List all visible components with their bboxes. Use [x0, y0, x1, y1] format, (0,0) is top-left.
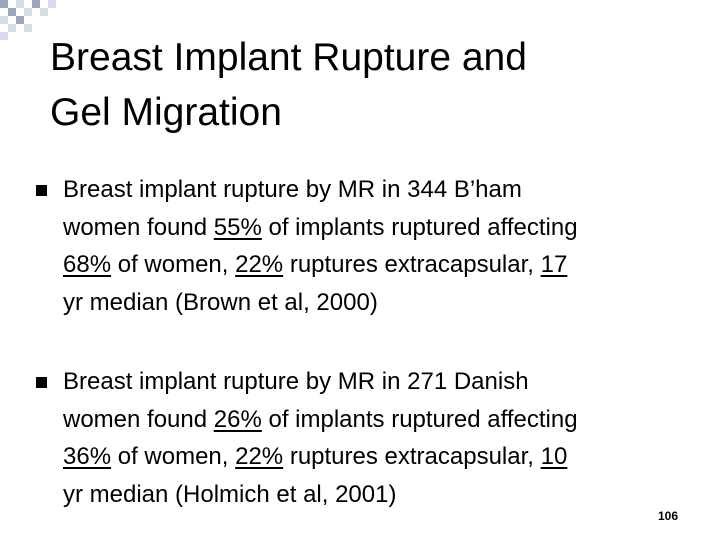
- text-run: of implants ruptured affecting: [261, 213, 578, 241]
- text-run: of implants ruptured affecting: [261, 405, 578, 433]
- underlined-value: 68%: [63, 251, 112, 278]
- decor-square: [24, 24, 32, 32]
- underlined-value: 55%: [213, 213, 262, 241]
- text-run: women found: [63, 405, 214, 433]
- bullet-item: [36, 171, 696, 321]
- decor-square: [8, 8, 16, 16]
- bullet-text-line: [63, 363, 696, 401]
- decor-square: [48, 0, 56, 8]
- text-run: yr median (Holmich et al, 2001): [63, 480, 397, 508]
- bullet-text-line: [63, 246, 696, 284]
- decor-square: [8, 24, 16, 32]
- decor-square: [0, 16, 8, 24]
- page-number: 106: [657, 509, 678, 523]
- text-run: ruptures extracapsular,: [283, 443, 541, 470]
- decor-square: [40, 8, 48, 16]
- bullet-list: [36, 171, 696, 555]
- bullet-text-line: [63, 209, 696, 247]
- bullet-text-line: [63, 476, 696, 514]
- decor-square: [16, 0, 24, 8]
- text-run: of women,: [111, 251, 236, 278]
- decor-square: [32, 0, 40, 8]
- slide-title: [50, 30, 690, 140]
- square-bullet-icon: [36, 185, 47, 196]
- text-run: Breast implant rupture by MR in 344 B’ham: [63, 176, 522, 203]
- decor-square: [16, 16, 24, 24]
- bullet-text-line: [63, 401, 696, 439]
- bullet-text-line: [63, 171, 696, 209]
- underlined-value: 10: [540, 443, 568, 470]
- bullet-item: [36, 363, 696, 513]
- slide-title-line: Breast Implant Rupture and: [50, 36, 527, 79]
- text-run: Breast implant rupture by MR in 271 Danish: [63, 368, 529, 395]
- text-run: yr median (Brown et al, 2000): [63, 288, 378, 316]
- decor-square: [24, 8, 32, 16]
- underlined-value: 22%: [235, 251, 284, 278]
- square-bullet-icon: [36, 377, 47, 388]
- underlined-value: 26%: [213, 405, 262, 433]
- slide-title-line: Gel Migration: [50, 91, 282, 134]
- bullet-text-line: [63, 284, 696, 322]
- underlined-value: 22%: [235, 443, 284, 470]
- decor-square: [0, 0, 8, 8]
- text-run: of women,: [111, 443, 236, 470]
- bullet-text-line: [63, 438, 696, 476]
- decor-square: [0, 32, 8, 40]
- underlined-value: 17: [540, 251, 568, 278]
- text-run: ruptures extracapsular,: [283, 251, 541, 278]
- text-run: women found: [63, 213, 214, 241]
- underlined-value: 36%: [63, 443, 112, 470]
